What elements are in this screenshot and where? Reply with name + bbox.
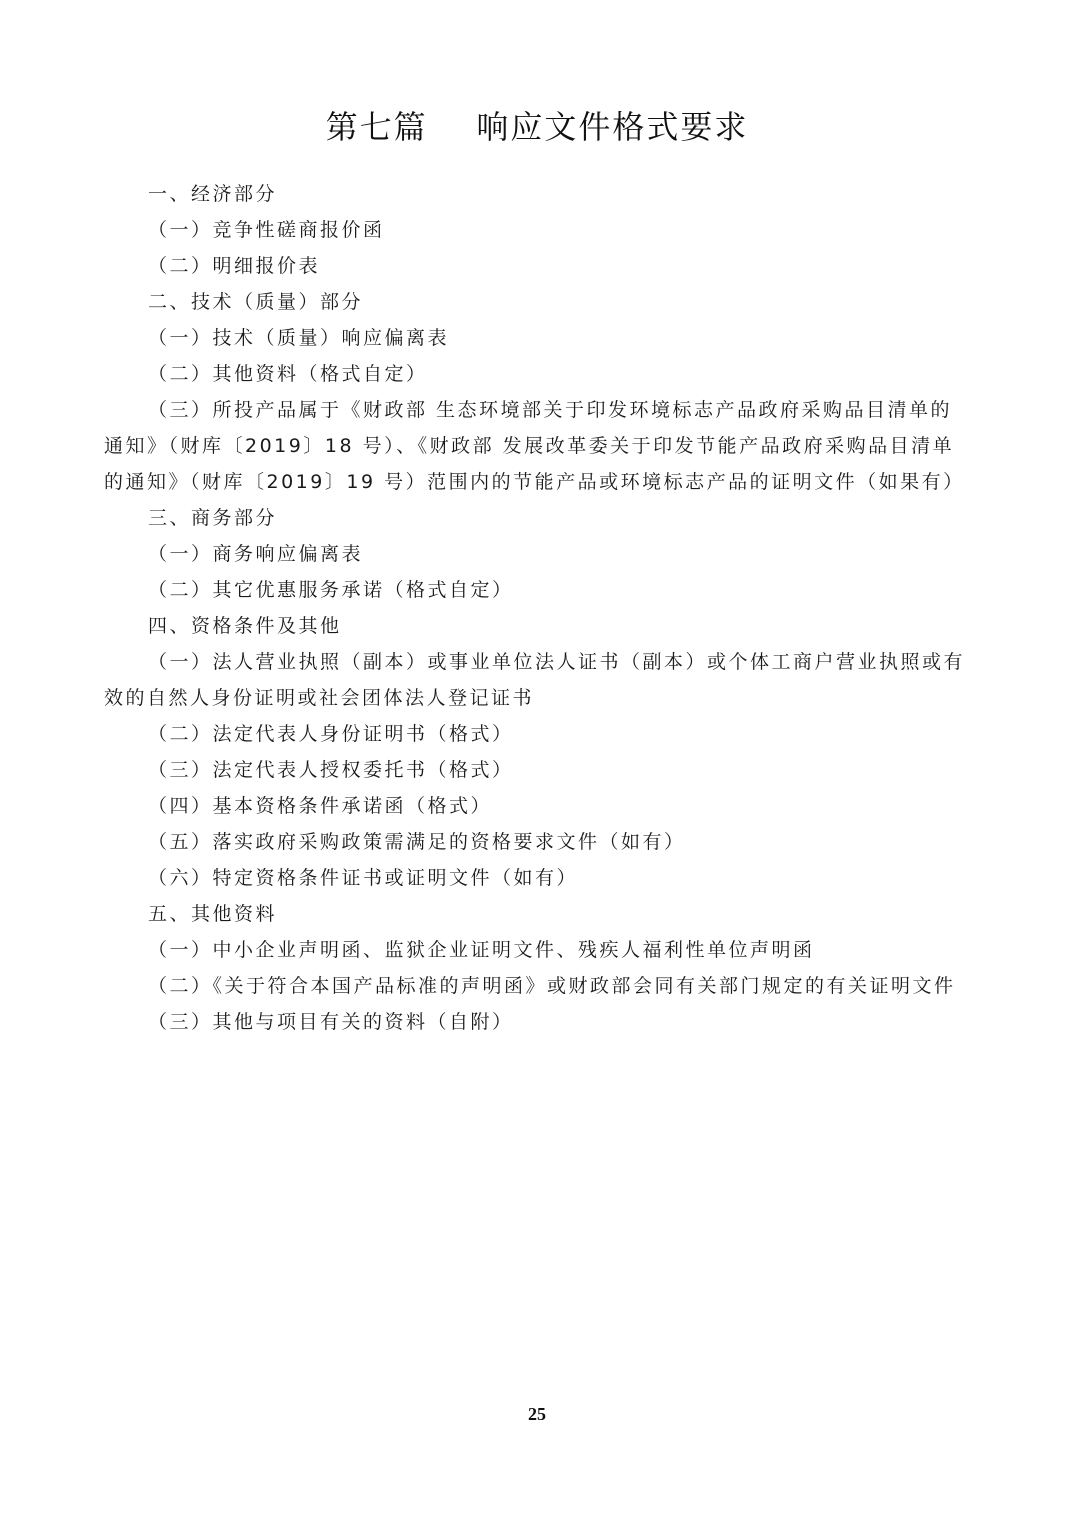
- list-item: （一）法人营业执照（副本）或事业单位法人证书（副本）或个体工商户营业执照或有效的自然人身份证明或社会团体法人登记证书: [104, 651, 966, 709]
- list-item: （一）商务响应偏离表: [148, 543, 364, 565]
- list-item: （五）落实政府采购政策需满足的资格要求文件（如有）: [148, 831, 686, 853]
- page-number: 25: [528, 1404, 546, 1424]
- section-heading-business: 三、商务部分: [148, 507, 278, 529]
- list-item: （三）所投产品属于《财政部 生态环境部关于印发环境标志产品政府采购品目清单的通知》（财库〔2019〕18 号）、《财政部 发展改革委关于印发节能产品政府采购品目清单的通知》（财库〔2019〕19 号）范围内的节能产品或环境标志产品的证明文件（如果有）: [104, 399, 965, 493]
- page-title: 第七篇 响应文件格式要求: [325, 108, 749, 146]
- content-body: [104, 176, 972, 1040]
- section-heading-qualification: 四、资格条件及其他: [148, 615, 342, 637]
- list-item: （四）基本资格条件承诺函（格式）: [148, 795, 493, 817]
- list-item: （一）技术（质量）响应偏离表: [148, 327, 450, 349]
- list-item: （三）其他与项目有关的资料（自附）: [148, 1011, 514, 1033]
- list-item: （二）《关于符合本国产品标准的声明函》或财政部会同有关部门规定的有关证明文件: [148, 975, 956, 997]
- section-heading-other: 五、其他资料: [148, 903, 278, 925]
- section-heading-economic: 一、经济部分: [148, 183, 278, 205]
- list-item: （一）中小企业声明函、监狱企业证明文件、残疾人福利性单位声明函: [148, 939, 815, 961]
- list-item: （二）法定代表人身份证明书（格式）: [148, 723, 514, 745]
- list-item: （六）特定资格条件证书或证明文件（如有）: [148, 867, 579, 889]
- list-item: （二）明细报价表: [148, 255, 321, 277]
- list-item: （三）法定代表人授权委托书（格式）: [148, 759, 514, 781]
- list-item: （二）其它优惠服务承诺（格式自定）: [148, 579, 514, 601]
- section-heading-technical: 二、技术（质量）部分: [148, 291, 364, 313]
- list-item: （一）竞争性磋商报价函: [148, 219, 385, 241]
- list-item: （二）其他资料（格式自定）: [148, 363, 428, 385]
